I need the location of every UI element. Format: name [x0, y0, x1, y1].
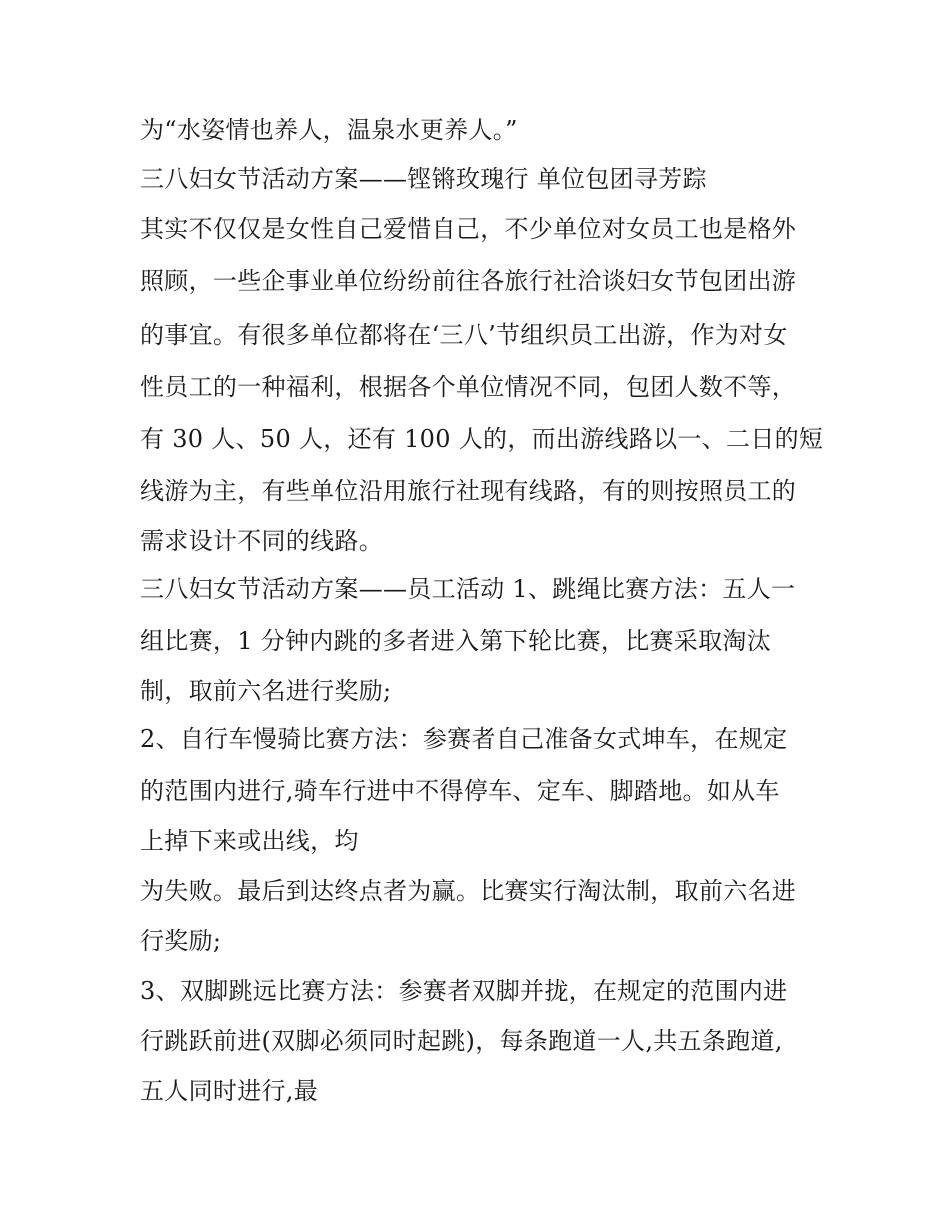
text-line: 线游为主，有些单位沿用旅行社现有线路，有的则按照员工的: [140, 477, 797, 505]
text-line: 为失败。最后到达终点者为赢。比赛实行淘汰制，取前六名进: [140, 877, 797, 905]
text-line: 3、双脚跳远比赛方法：参赛者双脚并拢，在规定的范围内进: [140, 977, 788, 1005]
text-line: 五人同时进行,最: [140, 1077, 319, 1105]
text-line: 组比赛，1 分钟内跳的多者进入第下轮比赛，比赛采取淘汰: [140, 627, 771, 655]
text-line: 行奖励;: [140, 927, 222, 955]
text-line: 照顾，一些企事业单位纷纷前往各旅行社洽谈妇女节包团出游: [140, 267, 797, 295]
text-line: 有 30 人、50 人，还有 100 人的，而出游线路以一、二日的短: [140, 425, 824, 453]
text-line: 的事宜。有很多单位都将在‘三八’节组织员工出游，作为对女: [140, 321, 788, 349]
section-heading: 三八妇女节活动方案——铿锵玫瑰行 单位包团寻芳踪: [140, 165, 707, 193]
text-line: 其实不仅仅是女性自己爱惜自己，不少单位对女员工也是格外: [140, 215, 797, 243]
section-heading: 三八妇女节活动方案——员工活动 1、跳绳比赛方法：五人一: [140, 575, 796, 603]
text-line: 为“水姿情也养人，温泉水更养人。”: [140, 116, 518, 144]
text-line: 的范围内进行,骑车行进中不得停车、定车、脚踏地。如从车: [140, 777, 780, 805]
text-line: 行跳跃前进(双脚必须同时起跳)，每条跑道一人,共五条跑道,: [140, 1027, 783, 1055]
text-line: 需求设计不同的线路。: [140, 527, 383, 555]
text-line: 上掉下来或出线，均: [140, 827, 359, 855]
text-line: 制，取前六名进行奖励;: [140, 677, 392, 705]
text-line: 2、自行车慢骑比赛方法：参赛者自己准备女式坤车，在规定: [140, 725, 788, 753]
text-line: 性员工的一种福利，根据各个单位情况不同，包团人数不等，: [140, 373, 797, 401]
